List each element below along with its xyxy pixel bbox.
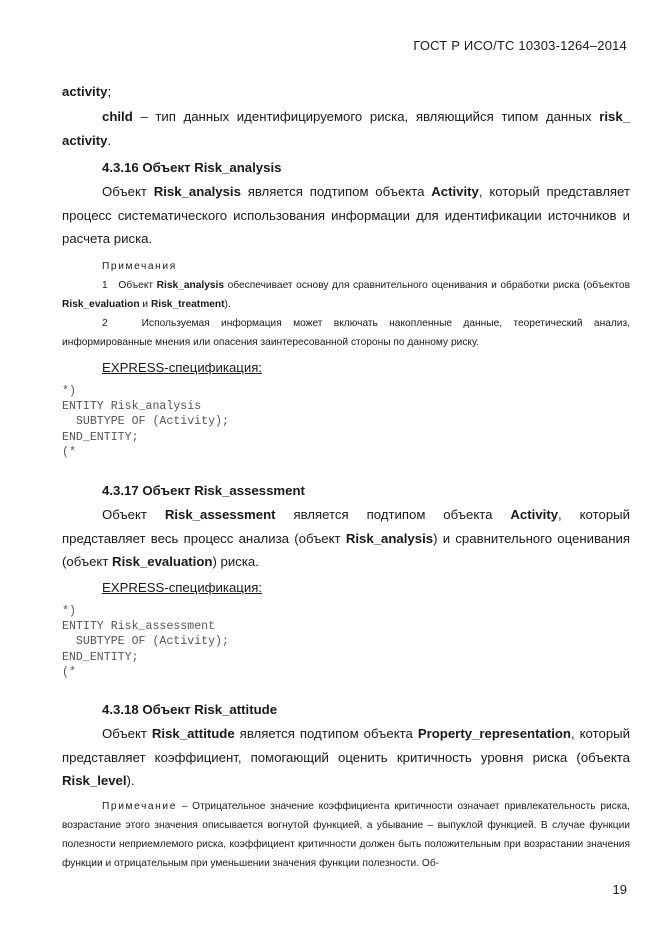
document-header: ГОСТ Р ИСО/ТС 10303-1264–2014 bbox=[413, 38, 627, 53]
continuation-text: activity; bbox=[62, 84, 112, 99]
risk-assessment-paragraph: Объект Risk_assessment является подтипом объекта Activity, который представляет весь процесс анализа (объект Risk_analysis) и сравнительного оценивания (объект Risk_evaluation) риска. bbox=[62, 507, 630, 569]
section-heading-risk-assessment: 4.3.17 Объект Risk_assessment bbox=[102, 483, 305, 498]
express-code-risk-assessment: *) ENTITY Risk_assessment SUBTYPE OF (Activity); END_ENTITY; (* bbox=[62, 605, 229, 679]
section-heading-risk-analysis: 4.3.16 Объект Risk_analysis bbox=[102, 160, 282, 175]
risk-attitude-note: Примечание – Отрицательное значение коэффициента критичности означает привлекательность риска, возрастание этого значения описывается вогнутой функцией, а убывание – выпуклой функцией. В случае функции полезности неприемлемого риска, коэффициент критичности должен быть положительным при возрастании значения функции и отрицательным при уменьшении значения функции полезности. Об- bbox=[62, 801, 630, 869]
express-spec-label: EXPRESS-спецификация: bbox=[102, 360, 263, 375]
risk-attitude-paragraph: Объект Risk_attitude является подтипом объекта Property_representation, который представляет коэффициент, помогающий оценить критичность уровня риска (объекта Risk_level). bbox=[62, 726, 630, 788]
express-spec-label: EXPRESS-спецификация: bbox=[102, 580, 263, 595]
page-number: 19 bbox=[612, 882, 627, 897]
note-label: Примечание bbox=[102, 801, 177, 812]
section-heading-risk-attitude: 4.3.18 Объект Risk_attitude bbox=[102, 702, 278, 717]
note-2: 2 Используемая информация может включать накопленные данные, теоретический анализ, информированные мнения или опасения заинтересованной стороны по данному риску. bbox=[62, 318, 630, 348]
activity-term: activity bbox=[62, 84, 108, 99]
child-term: child bbox=[102, 109, 133, 124]
express-code-risk-analysis: *) ENTITY Risk_analysis SUBTYPE OF (Activity); END_ENTITY; (* bbox=[62, 385, 229, 459]
child-definition: child – тип данных идентифицируемого риска, являющийся типом данных risk_ activity. bbox=[62, 109, 630, 148]
notes-label: Примечания bbox=[102, 261, 177, 272]
risk-analysis-paragraph: Объект Risk_analysis является подтипом объекта Activity, который представляет процесс систематического использования информации для идентификации источников и расчета риска. bbox=[62, 184, 630, 246]
note-1: 1 Объект Risk_analysis обеспечивает основу для сравнительного оценивания и обработки риска (объектов Risk_evaluation и Risk_treatment). bbox=[62, 280, 630, 310]
